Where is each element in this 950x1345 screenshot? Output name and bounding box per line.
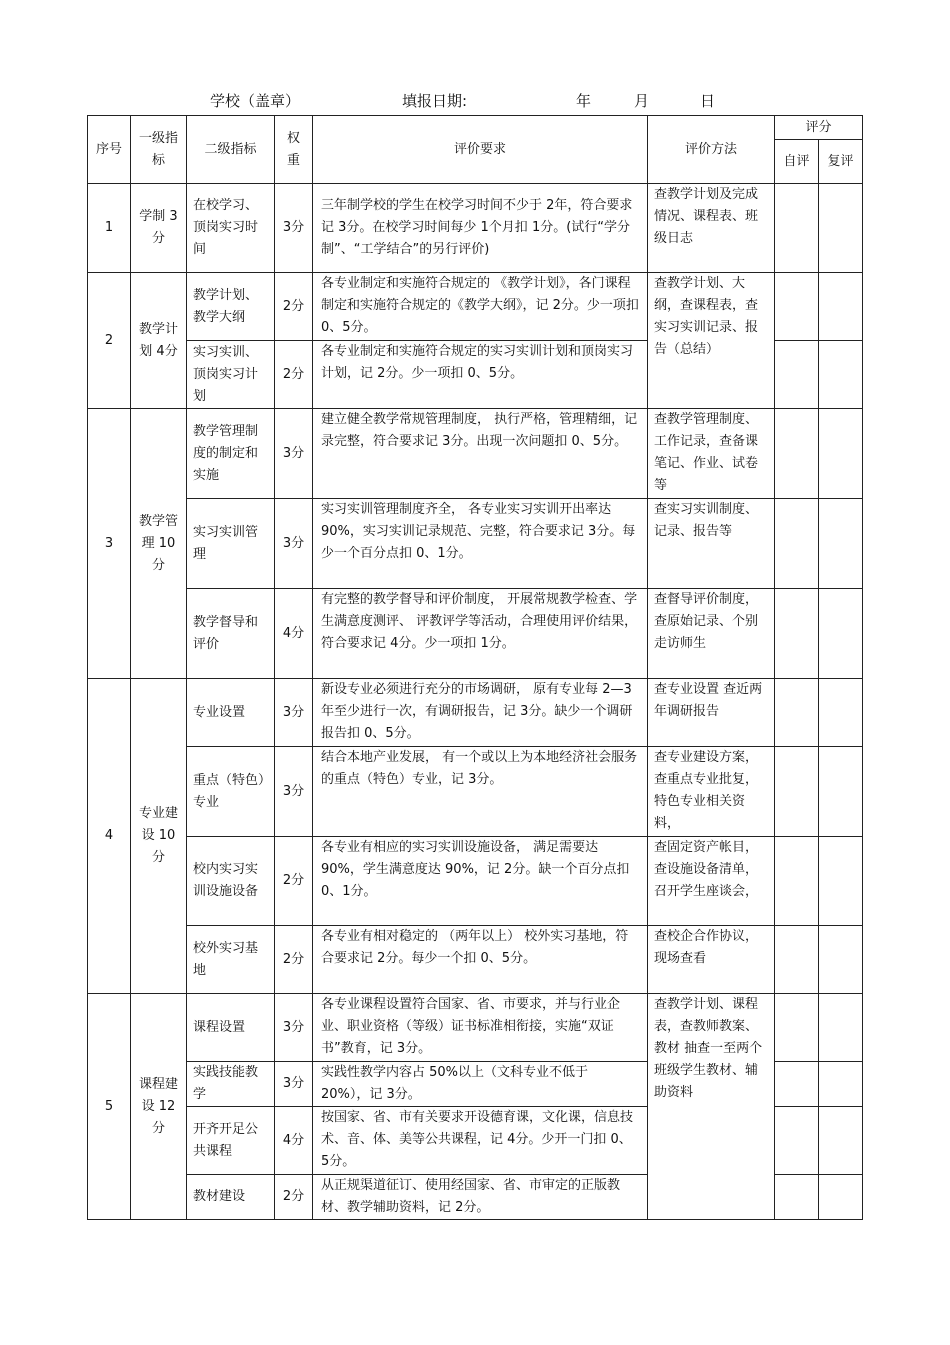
review-score-cell[interactable] bbox=[819, 1175, 863, 1220]
table-row bbox=[88, 837, 863, 926]
requirement-cell: 实践性教学内容占 50%以上（文科专业不低于 20%），记 3分。 bbox=[313, 1062, 648, 1107]
requirement-cell: 各专业有相对稳定的 （两年以上） 校外实习基地，符合要求记 2分。每少一个扣 0、5分。 bbox=[313, 926, 648, 994]
weight-cell: 2分 bbox=[275, 837, 313, 926]
level1-cell: 教学计划 4分 bbox=[131, 273, 187, 409]
level2-cell: 教学督导和评价 bbox=[187, 589, 275, 679]
review-score-cell[interactable] bbox=[819, 273, 863, 341]
level2-cell: 重点（特色）专业 bbox=[187, 747, 275, 837]
weight-cell: 2分 bbox=[275, 273, 313, 341]
seq-cell: 3 bbox=[88, 409, 131, 679]
review-score-cell[interactable] bbox=[819, 837, 863, 926]
review-score-cell[interactable] bbox=[819, 499, 863, 589]
col-review-header: 复评 bbox=[819, 140, 863, 184]
level2-cell: 教材建设 bbox=[187, 1175, 275, 1220]
month-label: 月 bbox=[634, 92, 650, 110]
review-score-cell[interactable] bbox=[819, 409, 863, 499]
self-score-cell[interactable] bbox=[775, 994, 819, 1062]
level1-cell: 专业建设 10分 bbox=[131, 679, 187, 994]
self-score-cell[interactable] bbox=[775, 184, 819, 273]
table-row bbox=[88, 184, 863, 273]
day-label: 日 bbox=[700, 92, 716, 110]
requirement-cell: 各专业制定和实施符合规定的实习实训计划和顶岗实习计划，记 2分。少一项扣 0、5分。 bbox=[313, 341, 648, 409]
table-row bbox=[88, 409, 863, 499]
self-score-cell[interactable] bbox=[775, 747, 819, 837]
col-score-header: 评分 bbox=[775, 116, 863, 140]
level2-cell: 校内实习实训设施设备 bbox=[187, 837, 275, 926]
method-cell: 查教学计划及完成情况、课程表、班级日志 bbox=[648, 184, 775, 273]
table-row bbox=[88, 589, 863, 679]
self-score-cell[interactable] bbox=[775, 679, 819, 747]
seq-cell: 4 bbox=[88, 679, 131, 994]
review-score-cell[interactable] bbox=[819, 341, 863, 409]
level1-cell: 教学管理 10分 bbox=[131, 409, 187, 679]
requirement-cell: 各专业有相应的实习实训设施设备， 满足需要达 90%，学生满意度达 90%，记 2分。缺一个百分点扣 0、1分。 bbox=[313, 837, 648, 926]
requirement-cell: 建立健全教学常规管理制度， 执行严格，管理精细，记录完整，符合要求记 3分。出现一次问题扣 0、5分。 bbox=[313, 409, 648, 499]
col-seq-header: 序号 bbox=[88, 116, 131, 184]
weight-cell: 3分 bbox=[275, 409, 313, 499]
requirement-cell: 按国家、省、市有关要求开设德育课，文化课，信息技术、音、体、美等公共课程，记 4分。少开一门扣 0、5分。 bbox=[313, 1107, 648, 1175]
school-seal-label: 学校（盖章） bbox=[210, 92, 301, 110]
method-cell: 查专业建设方案，查重点专业批复，特色专业相关资料， bbox=[648, 747, 775, 837]
weight-cell: 3分 bbox=[275, 1062, 313, 1107]
review-score-cell[interactable] bbox=[819, 1107, 863, 1175]
seq-cell: 5 bbox=[88, 994, 131, 1220]
form-header bbox=[0, 90, 950, 112]
weight-cell: 3分 bbox=[275, 747, 313, 837]
self-score-cell[interactable] bbox=[775, 837, 819, 926]
level2-cell: 实践技能教学 bbox=[187, 1062, 275, 1107]
requirement-cell: 新设专业必须进行充分的市场调研， 原有专业每 2—3年至少进行一次，有调研报告，记 3分。缺少一个调研报告扣 0、5分。 bbox=[313, 679, 648, 747]
self-score-cell[interactable] bbox=[775, 499, 819, 589]
requirement-cell: 实习实训管理制度齐全， 各专业实习实训开出率达 90%，实习实训记录规范、完整，符合要求记 3分。每少一个百分点扣 0、1分。 bbox=[313, 499, 648, 589]
fill-date-label: 填报日期: bbox=[402, 92, 468, 110]
year-label: 年 bbox=[576, 92, 592, 110]
col-method-header: 评价方法 bbox=[648, 116, 775, 184]
level1-cell: 课程建设 12分 bbox=[131, 994, 187, 1220]
method-cell: 查固定资产帐目，查设施设备清单，召开学生座谈会， bbox=[648, 837, 775, 926]
weight-cell: 3分 bbox=[275, 679, 313, 747]
table-row bbox=[88, 747, 863, 837]
weight-cell: 2分 bbox=[275, 341, 313, 409]
method-cell: 查教学计划、课程表，查教师教案、教材 抽查一至两个班级学生教材、辅助资料 bbox=[648, 994, 775, 1220]
level2-cell: 教学管理制度的制定和实施 bbox=[187, 409, 275, 499]
weight-cell: 4分 bbox=[275, 589, 313, 679]
requirement-cell: 三年制学校的学生在校学习时间不少于 2年，符合要求记 3分。在校学习时间每少 1个月扣 1分。(试行“学分制”、“工学结合”的另行评价) bbox=[313, 184, 648, 273]
weight-cell: 4分 bbox=[275, 1107, 313, 1175]
review-score-cell[interactable] bbox=[819, 926, 863, 994]
level2-cell: 在校学习、顶岗实习时间 bbox=[187, 184, 275, 273]
col-level2-header: 二级指标 bbox=[187, 116, 275, 184]
weight-cell: 2分 bbox=[275, 1175, 313, 1220]
header-row bbox=[88, 116, 863, 140]
level2-cell: 开齐开足公共课程 bbox=[187, 1107, 275, 1175]
self-score-cell[interactable] bbox=[775, 1107, 819, 1175]
self-score-cell[interactable] bbox=[775, 589, 819, 679]
method-cell: 查教学管理制度、工作记录，查备课笔记、作业、试卷等 bbox=[648, 409, 775, 499]
self-score-cell[interactable] bbox=[775, 926, 819, 994]
method-cell: 查专业设置 查近两年调研报告 bbox=[648, 679, 775, 747]
weight-cell: 3分 bbox=[275, 499, 313, 589]
evaluation-table bbox=[87, 115, 863, 1220]
level1-cell: 学制 3分 bbox=[131, 184, 187, 273]
table-row bbox=[88, 273, 863, 341]
self-score-cell[interactable] bbox=[775, 341, 819, 409]
level2-cell: 实习实训管理 bbox=[187, 499, 275, 589]
level2-cell: 校外实习基地 bbox=[187, 926, 275, 994]
method-cell: 查校企合作协议，现场查看 bbox=[648, 926, 775, 994]
requirement-cell: 有完整的教学督导和评价制度， 开展常规教学检查、学生满意度测评、 评教评学等活动，合理使用评价结果， 符合要求记 4分。少一项扣 1分。 bbox=[313, 589, 648, 679]
level2-cell: 课程设置 bbox=[187, 994, 275, 1062]
method-cell: 查督导评价制度，查原始记录、个别走访师生 bbox=[648, 589, 775, 679]
self-score-cell[interactable] bbox=[775, 1062, 819, 1107]
table-row bbox=[88, 994, 863, 1062]
self-score-cell[interactable] bbox=[775, 409, 819, 499]
col-self-header: 自评 bbox=[775, 140, 819, 184]
review-score-cell[interactable] bbox=[819, 747, 863, 837]
self-score-cell[interactable] bbox=[775, 1175, 819, 1220]
requirement-cell: 各专业制定和实施符合规定的 《教学计划》，各门课程制定和实施符合规定的《教学大纲》，记 2分。少一项扣 0、5分。 bbox=[313, 273, 648, 341]
review-score-cell[interactable] bbox=[819, 994, 863, 1062]
table-row bbox=[88, 926, 863, 994]
weight-cell: 3分 bbox=[275, 184, 313, 273]
self-score-cell[interactable] bbox=[775, 273, 819, 341]
seq-cell: 1 bbox=[88, 184, 131, 273]
seq-cell: 2 bbox=[88, 273, 131, 409]
review-score-cell[interactable] bbox=[819, 589, 863, 679]
level2-cell: 教学计划、教学大纲 bbox=[187, 273, 275, 341]
col-requirement-header: 评价要求 bbox=[313, 116, 648, 184]
review-score-cell[interactable] bbox=[819, 679, 863, 747]
weight-cell: 2分 bbox=[275, 926, 313, 994]
requirement-cell: 各专业课程设置符合国家、省、市要求，并与行业企业、职业资格（等级）证书标准相衔接，实施“双证书”教育，记 3分。 bbox=[313, 994, 648, 1062]
col-weight-header: 权重 bbox=[275, 116, 313, 184]
table-row bbox=[88, 679, 863, 747]
table-row bbox=[88, 499, 863, 589]
level2-cell: 实习实训、顶岗实习计划 bbox=[187, 341, 275, 409]
review-score-cell[interactable] bbox=[819, 1062, 863, 1107]
requirement-cell: 结合本地产业发展， 有一个或以上为本地经济社会服务的重点（特色）专业，记 3分。 bbox=[313, 747, 648, 837]
requirement-cell: 从正规渠道征订、使用经国家、省、市审定的正版教材、教学辅助资料，记 2分。 bbox=[313, 1175, 648, 1220]
method-cell: 查实习实训制度、记录、报告等 bbox=[648, 499, 775, 589]
method-cell: 查教学计划、大纲，查课程表，查实习实训记录、报告（总结） bbox=[648, 273, 775, 409]
level2-cell: 专业设置 bbox=[187, 679, 275, 747]
col-level1-header: 一级指标 bbox=[131, 116, 187, 184]
weight-cell: 3分 bbox=[275, 994, 313, 1062]
review-score-cell[interactable] bbox=[819, 184, 863, 273]
